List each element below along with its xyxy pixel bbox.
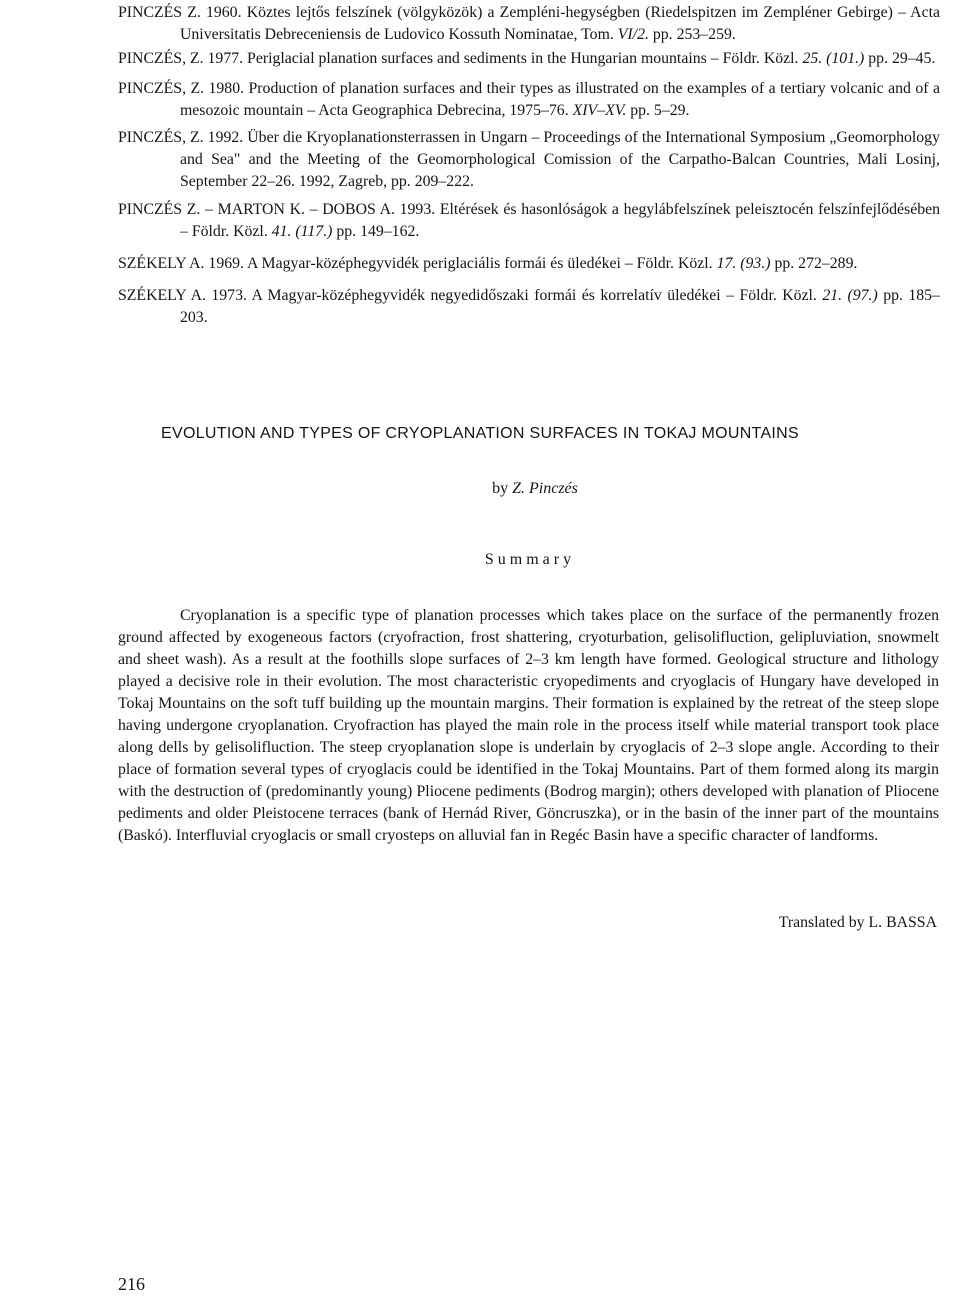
reference-text: A Magyar-középhegyvidék periglaciális formái és üledékei – Földr. Közl. xyxy=(247,255,713,272)
reference-text: Köztes lejtős felszínek (völgyközök) a Zempléni-hegységben (Riedelspitzen im Zempléner Gebirge) – Acta Universitatis Debreceniensis de Ludovico Kossuth Nominatae, Tom. xyxy=(180,4,940,43)
reference-entry xyxy=(118,48,940,70)
reference-entry xyxy=(118,285,940,329)
page-number: 216 xyxy=(118,1274,145,1294)
reference-author: SZÉKELY A. 1969. xyxy=(118,255,244,272)
reference-volume: VI/2. xyxy=(617,26,649,43)
translator-credit: Translated by L. BASSA xyxy=(778,914,937,931)
summary-heading: Summary xyxy=(484,551,576,568)
article-author: Z. Pinczés xyxy=(512,480,578,497)
reference-author: PINCZÉS Z. 1960. xyxy=(118,4,242,21)
reference-pages: pp. 5–29. xyxy=(630,102,690,119)
reference-entry xyxy=(118,253,940,275)
reference-pages: pp. 29–45. xyxy=(868,50,936,67)
summary-paragraph: Cryoplanation is a specific type of planation processes which takes place on the surface of the permanently frozen ground affected by exogeneous factors (cryofraction, frost shattering, cryoturbation, gelisolifluction, gelipluviation, snowmelt and sheet wash). As a result at the foothills slope surfaces of 2–3 km length have formed. Geological structure and lithology played a decisive role in their evolution. The most characteristic cryopediments and cryoglacis of Hungary have developed in Tokaj Mountains on the soft tuff building up the mountain margins. Their formation is explained by the retreat of the steep slope having undergone cryoplanation. Cryofraction has played the main role in the process itself while material transport took place along dells by gelisolifluction. The steep cryoplanation slope is underlain by cryoglacis of 2–3 slope angle. According to their place of formation several types of cryoglacis could be identified in the Tokaj Mountains. Part of them formed along its margin with the destruction of (predominantly young) Pliocene pediments (Bodrog margin); others developed with planation of Pliocene pediments and older Pleistocene terraces (bank of Hernád River, Göncruszka), or in the basin of the inner part of the mountains (Baskó). Interfluvial cryoglacis or small cryosteps on alluvial fan in Regéc Basin have a specific character of landforms. xyxy=(118,607,939,844)
article-title: EVOLUTION AND TYPES OF CRYOPLANATION SURFACES IN TOKAJ MOUNTAINS xyxy=(161,425,799,442)
reference-entry xyxy=(118,127,940,193)
reference-pages: pp. 185–203. xyxy=(180,287,940,326)
reference-author: PINCZÉS, Z. 1980. xyxy=(118,80,245,97)
reference-pages: pp. 272–289. xyxy=(774,255,858,272)
reference-author: PINCZÉS, Z. 1992. xyxy=(118,129,244,146)
reference-volume: 21. (97.) xyxy=(822,287,878,304)
reference-author: SZÉKELY A. 1973. xyxy=(118,287,247,304)
reference-author: PINCZÉS, Z. 1977. xyxy=(118,50,244,67)
reference-pages: pp. 149–162. xyxy=(336,223,420,240)
reference-volume: 41. (117.) xyxy=(271,223,333,240)
reference-list xyxy=(118,2,940,334)
reference-text: A Magyar-középhegyvidék negyedidőszaki formái és korrelatív üledékei – Földr. Közl. xyxy=(251,287,817,304)
reference-text: Über die Kryoplanationsterrassen in Ungarn – Proceedings of the International Symposium „Geomorphology and Sea" and the Meeting of the Geomorphological Comission of the Carpatho-Balcan Countries, Mali Losinj, September 22–26. 1992, Zagreb, pp. 209–222. xyxy=(180,129,940,190)
reference-text: Eltérések és hasonlóságok a hegylábfelszínek peleisztocén felszínfejlődésében – Földr. Közl. xyxy=(180,201,941,240)
reference-text: Periglacial planation surfaces and sediments in the Hungarian mountains – Földr. Közl. xyxy=(247,50,799,67)
reference-entry xyxy=(118,78,940,122)
reference-text: Production of planation surfaces and their types as illustrated on the examples of a tertiary volcanic and of a mesozoic mountain – Acta Geographica Debrecina, 1975–76. xyxy=(180,80,940,119)
byline-prefix: by xyxy=(492,480,509,497)
reference-entry xyxy=(118,2,940,46)
reference-volume: 25. (101.) xyxy=(802,50,865,67)
reference-volume: 17. (93.) xyxy=(716,255,771,272)
reference-author: PINCZÉS Z. – MARTON K. – DOBOS A. 1993. xyxy=(118,201,436,218)
reference-volume: XIV–XV. xyxy=(572,102,627,119)
article-byline xyxy=(0,480,960,498)
reference-pages: pp. 253–259. xyxy=(652,26,736,43)
reference-entry xyxy=(118,199,940,243)
